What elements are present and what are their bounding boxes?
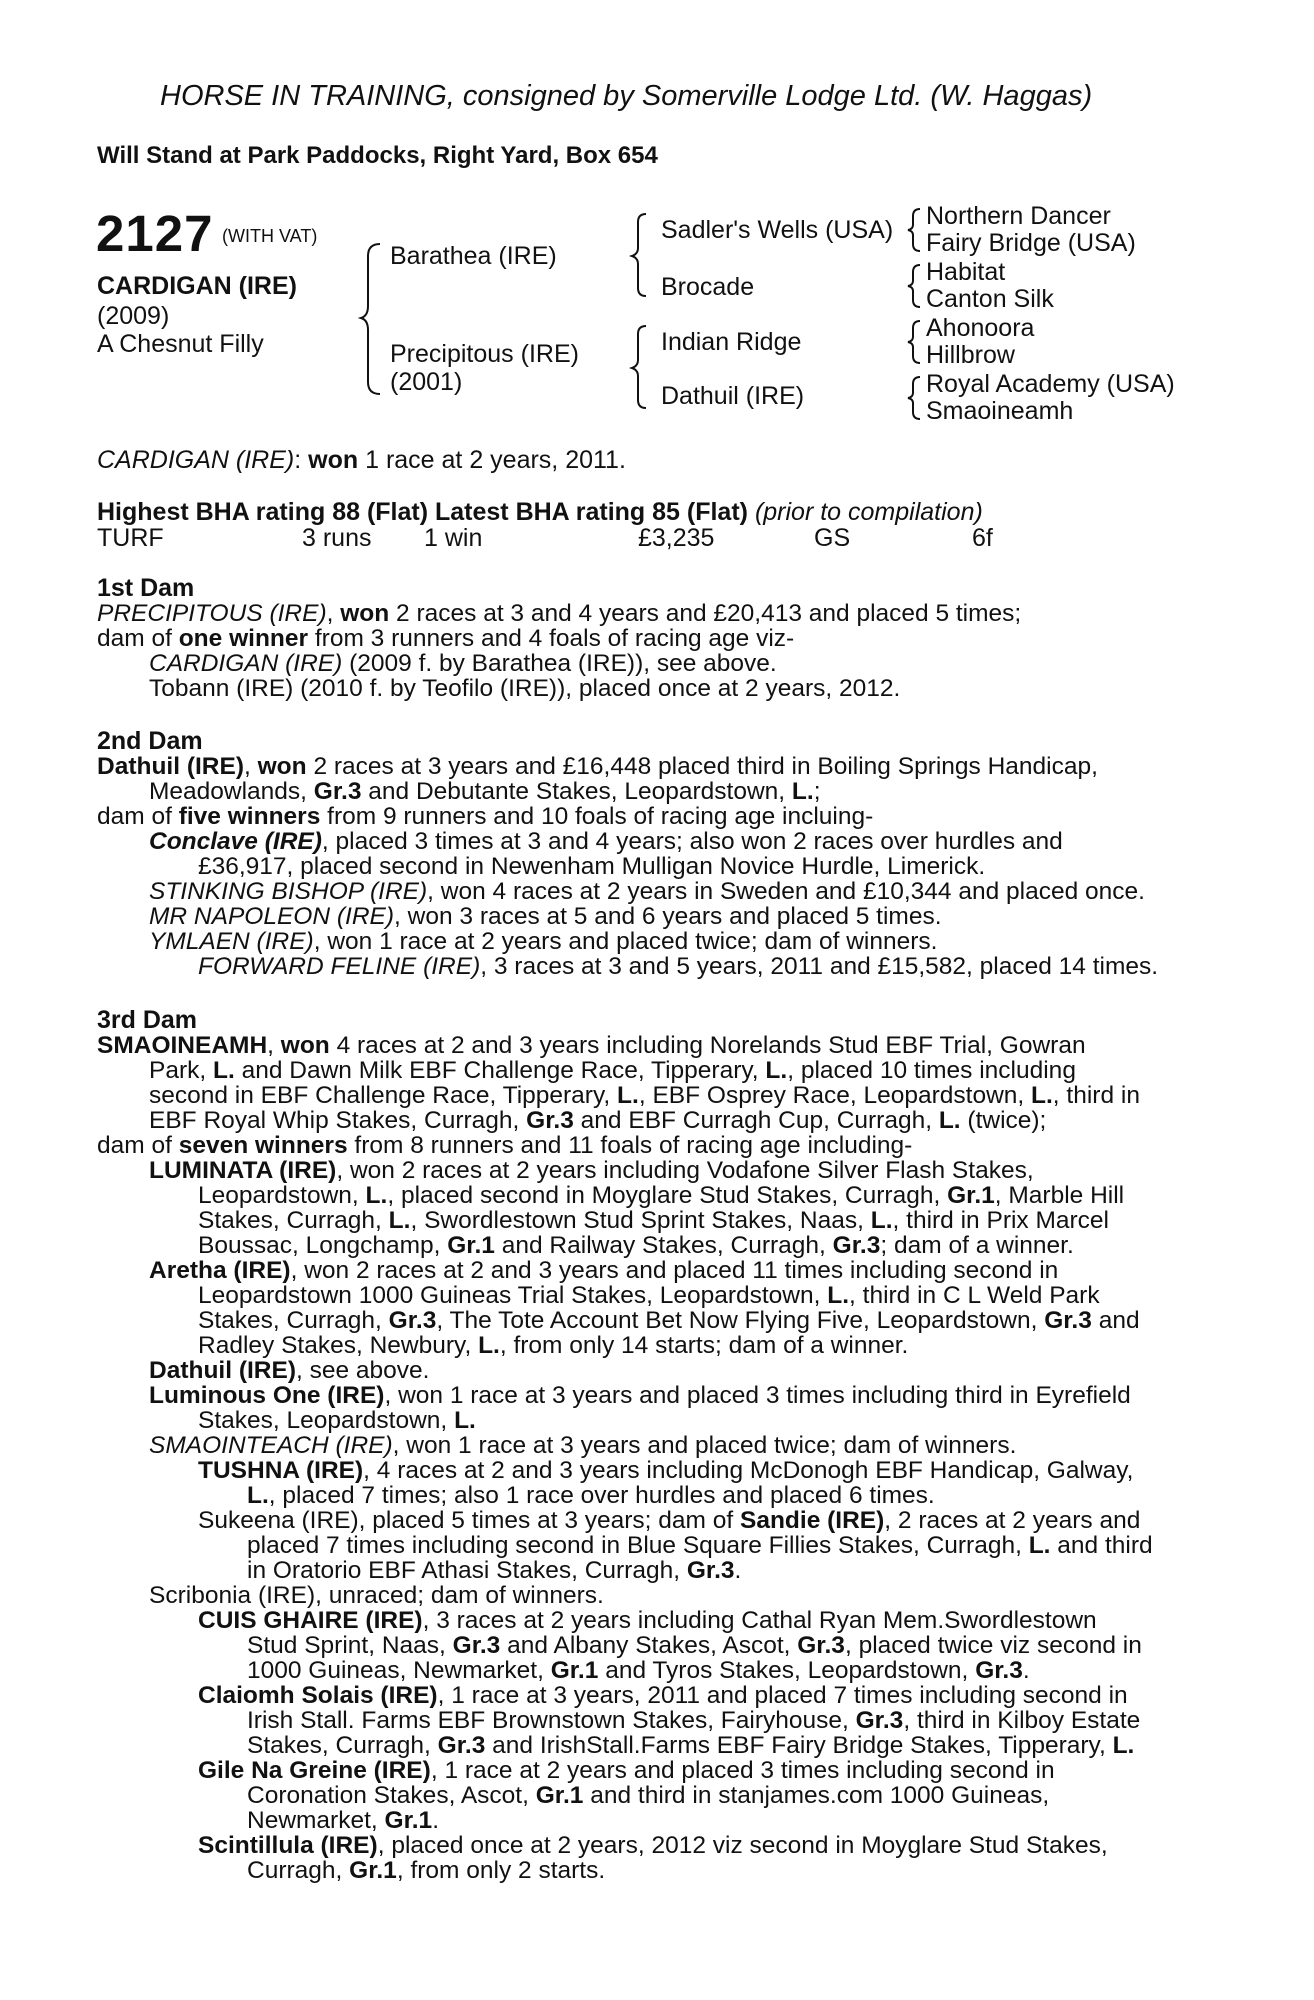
lot-number: 2127: [96, 205, 214, 262]
pedigree-brace-g4: [904, 374, 924, 422]
pedigree-dam-sire: Indian Ridge: [661, 328, 802, 356]
pedigree-g6: Hillbrow: [926, 341, 1015, 369]
pedigree-dam-dam: Dathuil (IRE): [661, 382, 805, 410]
text-line: FORWARD FELINE (IRE), 3 races at 3 and 5 years, 2011 and £15,582, placed 14 times.: [198, 953, 1159, 980]
text-line: Sukeena (IRE), placed 5 times at 3 years; dam of Sandie (IRE), 2 races at 2 years and: [198, 1507, 1141, 1534]
text-line: Conclave (IRE), placed 3 times at 3 and 4 years; also won 2 races over hurdles and: [149, 828, 1063, 855]
pedigree-g4: Canton Silk: [926, 285, 1054, 313]
turf-distance: 6f: [972, 524, 993, 552]
ratings-bold: Highest BHA rating 88 (Flat) Latest BHA rating 85 (Flat): [97, 498, 748, 526]
race-summary: CARDIGAN (IRE): won 1 race at 2 years, 2011.: [97, 446, 626, 474]
text-line: Radley Stakes, Newbury, L., from only 14 starts; dam of a winner.: [198, 1332, 909, 1359]
turf-prize: £3,235: [638, 524, 715, 552]
pedigree-sire-sire: Sadler's Wells (USA): [661, 216, 894, 244]
catalogue-header: HORSE IN TRAINING, consigned by Somerville Lodge Ltd. (W. Haggas): [160, 80, 1093, 112]
pedigree-dam-year: (2001): [390, 368, 463, 396]
text-line: Aretha (IRE), won 2 races at 2 and 3 years and placed 11 times including second in: [149, 1257, 1059, 1284]
pedigree-brace-g1: [904, 206, 924, 254]
text-line: Scribonia (IRE), unraced; dam of winners.: [149, 1582, 604, 1609]
text-line: Coronation Stakes, Ascot, Gr.1 and third in stanjames.com 1000 Guineas,: [247, 1782, 1050, 1809]
horse-year: (2009): [97, 302, 170, 330]
text-line: Stakes, Curragh, L., Swordlestown Stud Sprint Stakes, Naas, L., third in Prix Marcel: [198, 1207, 1109, 1234]
pedigree-brace-g3: [904, 318, 924, 366]
summary-rest: 1 race at 2 years, 2011.: [365, 446, 626, 474]
text-line: Scintillula (IRE), placed once at 2 years, 2012 viz second in Moyglare Stud Stakes,: [198, 1832, 1108, 1859]
text-line: Stakes, Curragh, Gr.3 and IrishStall.Farms EBF Fairy Bridge Stakes, Tipperary, L.: [247, 1732, 1135, 1759]
pedigree-brace-sire: [628, 210, 652, 300]
text-line: Luminous One (IRE), won 1 race at 3 years and placed 3 times including third in Eyrefield: [149, 1382, 1131, 1409]
text-line: Irish Stall. Farms EBF Brownstown Stakes, Fairyhouse, Gr.3, third in Kilboy Estate: [247, 1707, 1141, 1734]
text-line: SMAOINEAMH, won 4 races at 2 and 3 years including Norelands Stud EBF Trial, Gowran: [97, 1032, 1086, 1059]
text-line: dam of five winners from 9 runners and 10 foals of racing age incluing-: [97, 803, 874, 830]
text-line: Newmarket, Gr.1.: [247, 1807, 440, 1834]
vat-note: (WITH VAT): [222, 226, 318, 246]
section-second-dam: 2nd Dam: [97, 727, 203, 755]
turf-wins: 1 win: [424, 524, 483, 552]
text-line: Stakes, Leopardstown, L.: [198, 1407, 476, 1434]
horse-description: A Chesnut Filly: [97, 330, 264, 358]
turf-label: TURF: [97, 524, 164, 552]
text-line: CUIS GHAIRE (IRE), 3 races at 2 years including Cathal Ryan Mem.Swordlestown: [198, 1607, 1097, 1634]
text-line: YMLAEN (IRE), won 1 race at 2 years and placed twice; dam of winners.: [149, 928, 938, 955]
text-line: CARDIGAN (IRE) (2009 f. by Barathea (IRE)), see above.: [149, 650, 777, 677]
text-line: 1000 Guineas, Newmarket, Gr.1 and Tyros Stakes, Leopardstown, Gr.3.: [247, 1657, 1030, 1684]
text-line: Dathuil (IRE), won 2 races at 3 years and £16,448 placed third in Boiling Springs Handicap,: [97, 753, 1098, 780]
text-line: Stud Sprint, Naas, Gr.3 and Albany Stakes, Ascot, Gr.3, placed twice viz second in: [247, 1632, 1142, 1659]
pedigree-g5: Ahonoora: [926, 314, 1035, 342]
text-line: LUMINATA (IRE), won 2 races at 2 years including Vodafone Silver Flash Stakes,: [149, 1157, 1034, 1184]
turf-runs: 3 runs: [302, 524, 372, 552]
bha-ratings: [97, 498, 983, 527]
pedigree-g7: Royal Academy (USA): [926, 370, 1175, 398]
pedigree-brace-dam: [628, 322, 652, 412]
pedigree-sire: Barathea (IRE): [390, 242, 557, 270]
text-line: TUSHNA (IRE), 4 races at 2 and 3 years including McDonogh EBF Handicap, Galway,: [198, 1457, 1134, 1484]
text-line: in Oratorio EBF Athasi Stakes, Curragh, Gr.3.: [247, 1557, 742, 1584]
text-line: Dathuil (IRE), see above.: [149, 1357, 430, 1384]
pedigree-g1: Northern Dancer: [926, 202, 1111, 230]
text-line: placed 7 times including second in Blue Square Fillies Stakes, Curragh, L. and third: [247, 1532, 1153, 1559]
turf-going: GS: [814, 524, 851, 552]
text-line: £36,917, placed second in Newenham Mulligan Novice Hurdle, Limerick.: [198, 853, 986, 880]
summary-won: won: [308, 446, 359, 474]
section-first-dam: 1st Dam: [97, 574, 195, 602]
text-line: L., placed 7 times; also 1 race over hurdles and placed 6 times.: [247, 1482, 935, 1509]
pedigree-g3: Habitat: [926, 258, 1006, 286]
text-line: STINKING BISHOP (IRE), won 4 races at 2 years in Sweden and £10,344 and placed once.: [149, 878, 1145, 905]
text-line: dam of one winner from 3 runners and 4 foals of racing age viz-: [97, 625, 795, 652]
text-line: Claiomh Solais (IRE), 1 race at 3 years, 2011 and placed 7 times including second in: [198, 1682, 1128, 1709]
pedigree-g8: Smaoineamh: [926, 397, 1074, 425]
text-line: second in EBF Challenge Race, Tipperary, L., EBF Osprey Race, Leopardstown, L., third in: [149, 1082, 1140, 1109]
section-third-dam: 3rd Dam: [97, 1006, 198, 1034]
pedigree-brace-main: [358, 240, 388, 400]
text-line: Leopardstown 1000 Guineas Trial Stakes, Leopardstown, L., third in C L Weld Park: [198, 1282, 1100, 1309]
text-line: Curragh, Gr.1, from only 2 starts.: [247, 1857, 606, 1884]
text-line: Gile Na Greine (IRE), 1 race at 2 years and placed 3 times including second in: [198, 1757, 1055, 1784]
text-line: Meadowlands, Gr.3 and Debutante Stakes, Leopardstown, L.;: [149, 778, 821, 805]
text-line: dam of seven winners from 8 runners and 11 foals of racing age including-: [97, 1132, 913, 1159]
text-line: Tobann (IRE) (2010 f. by Teofilo (IRE)), placed once at 2 years, 2012.: [149, 675, 901, 702]
horse-name: CARDIGAN (IRE): [97, 272, 297, 300]
summary-name: CARDIGAN (IRE): [97, 446, 295, 474]
text-line: PRECIPITOUS (IRE), won 2 races at 3 and 4 years and £20,413 and placed 5 times;: [97, 600, 1022, 627]
text-line: MR NAPOLEON (IRE), won 3 races at 5 and 6 years and placed 5 times.: [149, 903, 942, 930]
stand-location: Will Stand at Park Paddocks, Right Yard, Box 654: [97, 142, 658, 169]
pedigree-brace-g2: [904, 262, 924, 310]
ratings-note: (prior to compilation): [754, 498, 983, 526]
text-line: Boussac, Longchamp, Gr.1 and Railway Stakes, Curragh, Gr.3; dam of a winner.: [198, 1232, 1074, 1259]
text-line: Park, L. and Dawn Milk EBF Challenge Race, Tipperary, L., placed 10 times including: [149, 1057, 1076, 1084]
pedigree-g2: Fairy Bridge (USA): [926, 229, 1136, 257]
text-line: EBF Royal Whip Stakes, Curragh, Gr.3 and EBF Curragh Cup, Curragh, L. (twice);: [149, 1107, 1047, 1134]
text-line: Leopardstown, L., placed second in Moyglare Stud Stakes, Curragh, Gr.1, Marble Hill: [198, 1182, 1125, 1209]
text-line: SMAOINTEACH (IRE), won 1 race at 3 years and placed twice; dam of winners.: [149, 1432, 1017, 1459]
pedigree-sire-dam: Brocade: [661, 273, 755, 301]
text-line: Stakes, Curragh, Gr.3, The Tote Account Bet Now Flying Five, Leopardstown, Gr.3 and: [198, 1307, 1140, 1334]
pedigree-dam: Precipitous (IRE): [390, 340, 579, 368]
